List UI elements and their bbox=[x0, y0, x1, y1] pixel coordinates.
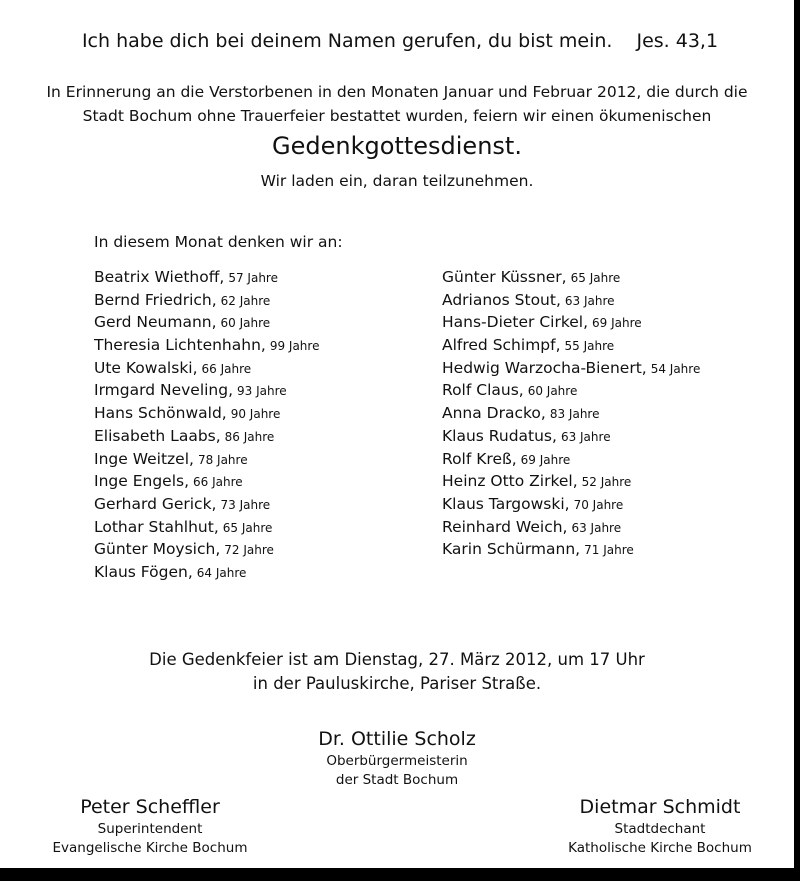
deceased-age: 55 Jahre bbox=[564, 339, 615, 354]
deceased-name: Rolf Claus, bbox=[442, 381, 524, 400]
deceased-entry bbox=[94, 425, 319, 448]
deceased-name: Hedwig Warzocha-Bienert, bbox=[442, 358, 647, 377]
deceased-entry bbox=[442, 334, 700, 357]
deceased-age: 54 Jahre bbox=[650, 361, 701, 376]
deceased-age: 93 Jahre bbox=[237, 384, 287, 399]
deceased-entry bbox=[94, 379, 319, 402]
deceased-entry bbox=[442, 470, 700, 493]
deceased-name: Bernd Friedrich, bbox=[94, 290, 217, 309]
deceased-age: 57 Jahre bbox=[228, 271, 278, 285]
deceased-name: Klaus Targowski, bbox=[442, 494, 570, 513]
deceased-entry bbox=[94, 448, 319, 471]
deceased-entry bbox=[94, 266, 319, 289]
deceased-entry bbox=[442, 266, 700, 289]
deceased-name: Alfred Schimpf, bbox=[442, 336, 561, 355]
signatory-organization: Evangelische Kirche Bochum bbox=[52, 840, 248, 856]
deceased-age: 66 Jahre bbox=[193, 475, 243, 490]
deceased-entry bbox=[94, 402, 319, 425]
intro-text: In Erinnerung an die Verstorbenen in den Monaten Januar und Februar 2012, die durch die Stadt Bochum ohne Trauerfeier bestattet wurden, feiern wir einen ökumenischen bbox=[46, 83, 748, 125]
deceased-name: Günter Moysich, bbox=[94, 540, 221, 559]
deceased-age: 63 Jahre bbox=[564, 293, 615, 308]
deceased-age: 52 Jahre bbox=[581, 475, 632, 490]
deceased-age: 63 Jahre bbox=[571, 520, 622, 535]
month-label: In diesem Monat denken wir an: bbox=[94, 233, 343, 251]
deceased-age: 86 Jahre bbox=[224, 429, 275, 444]
verse-text: Ich habe dich bei deinem Namen gerufen, du bist mein. bbox=[81, 30, 613, 52]
signatory-name: Peter Scheffler bbox=[80, 796, 220, 818]
deceased-entry bbox=[442, 538, 700, 561]
deceased-name: Klaus Rudatus, bbox=[442, 426, 557, 445]
deceased-name: Karin Schürmann, bbox=[442, 540, 581, 559]
deceased-name: Anna Dracko, bbox=[442, 404, 546, 423]
deceased-entry bbox=[442, 493, 700, 516]
deceased-name: Inge Engels, bbox=[94, 472, 189, 491]
verse-reference: Jes. 43,1 bbox=[636, 30, 719, 52]
deceased-entry bbox=[94, 470, 319, 493]
signature-mayor bbox=[297, 726, 497, 790]
signatory-organization: Katholische Kirche Bochum bbox=[568, 840, 752, 856]
deceased-age: 78 Jahre bbox=[197, 452, 248, 467]
signatory-title: Superintendent bbox=[97, 821, 203, 837]
deceased-name: Ute Kowalski, bbox=[94, 358, 198, 377]
names-list-left bbox=[94, 266, 319, 584]
deceased-entry bbox=[94, 289, 319, 312]
deceased-age: 73 Jahre bbox=[220, 497, 271, 512]
deceased-name: Lothar Stahlhut, bbox=[94, 517, 219, 536]
deceased-entry bbox=[442, 516, 700, 539]
deceased-age: 64 Jahre bbox=[196, 565, 247, 580]
deceased-entry bbox=[442, 311, 700, 334]
deceased-age: 83 Jahre bbox=[549, 407, 600, 422]
deceased-age: 62 Jahre bbox=[220, 293, 271, 308]
event-date-line: Die Gedenkfeier ist am Dienstag, 27. März 2012, um 17 Uhr bbox=[149, 650, 645, 669]
signature-superintendent bbox=[20, 794, 280, 858]
deceased-name: Theresia Lichtenhahn, bbox=[94, 336, 266, 355]
deceased-entry bbox=[94, 493, 319, 516]
deceased-name: Adrianos Stout, bbox=[442, 290, 561, 309]
deceased-name: Gerd Neumann, bbox=[94, 313, 217, 332]
deceased-name: Heinz Otto Zirkel, bbox=[442, 472, 578, 491]
deceased-age: 71 Jahre bbox=[584, 543, 634, 558]
deceased-entry bbox=[94, 334, 319, 357]
signatory-name: Dr. Ottilie Scholz bbox=[318, 728, 476, 750]
bible-verse bbox=[0, 30, 800, 52]
deceased-entry bbox=[442, 448, 700, 471]
deceased-entry bbox=[94, 357, 319, 380]
deceased-entry bbox=[94, 561, 319, 584]
deceased-age: 65 Jahre bbox=[222, 520, 273, 535]
signatory-name: Dietmar Schmidt bbox=[579, 796, 741, 818]
deceased-age: 63 Jahre bbox=[560, 429, 611, 444]
deceased-name: Beatrix Wiethoff, bbox=[94, 268, 225, 286]
deceased-name: Klaus Fögen, bbox=[94, 562, 193, 581]
deceased-name: Hans Schönwald, bbox=[94, 404, 227, 423]
signatory-title: Oberbürgermeisterin bbox=[326, 753, 468, 769]
deceased-name: Reinhard Weich, bbox=[442, 517, 568, 536]
deceased-entry bbox=[442, 379, 700, 402]
deceased-name: Rolf Kreß, bbox=[442, 449, 517, 468]
deceased-age: 90 Jahre bbox=[230, 407, 281, 422]
deceased-age: 70 Jahre bbox=[573, 497, 624, 512]
deceased-entry bbox=[442, 357, 700, 380]
deceased-entry bbox=[94, 516, 319, 539]
deceased-age: 66 Jahre bbox=[201, 361, 252, 376]
invitation-text: Wir laden ein, daran teilzunehmen. bbox=[260, 172, 534, 190]
names-list-right bbox=[442, 266, 700, 561]
deceased-name: Hans-Dieter Cirkel, bbox=[442, 313, 589, 332]
deceased-age: 69 Jahre bbox=[520, 452, 571, 467]
deceased-age: 99 Jahre bbox=[269, 339, 320, 354]
deceased-age: 65 Jahre bbox=[570, 271, 621, 285]
deceased-age: 69 Jahre bbox=[592, 316, 642, 331]
deceased-entry bbox=[94, 538, 319, 561]
deceased-entry bbox=[94, 311, 319, 334]
deceased-age: 72 Jahre bbox=[224, 543, 274, 558]
event-location-line: in der Pauluskirche, Pariser Straße. bbox=[252, 674, 542, 693]
deceased-name: Inge Weitzel, bbox=[94, 449, 194, 468]
event-details bbox=[0, 648, 794, 696]
signatory-organization: der Stadt Bochum bbox=[335, 772, 459, 788]
signatory-title: Stadtdechant bbox=[614, 821, 706, 837]
deceased-entry bbox=[442, 402, 700, 425]
deceased-name: Gerhard Gerick, bbox=[94, 494, 217, 513]
deceased-name: Günter Küssner, bbox=[442, 268, 567, 286]
deceased-entry bbox=[442, 425, 700, 448]
service-heading: Gedenkgottesdienst. bbox=[272, 132, 522, 160]
deceased-name: Irmgard Neveling, bbox=[94, 381, 234, 400]
deceased-entry bbox=[442, 289, 700, 312]
deceased-age: 60 Jahre bbox=[527, 384, 578, 399]
deceased-age: 60 Jahre bbox=[220, 316, 271, 331]
signature-dean bbox=[545, 794, 775, 858]
deceased-name: Elisabeth Laabs, bbox=[94, 426, 221, 445]
